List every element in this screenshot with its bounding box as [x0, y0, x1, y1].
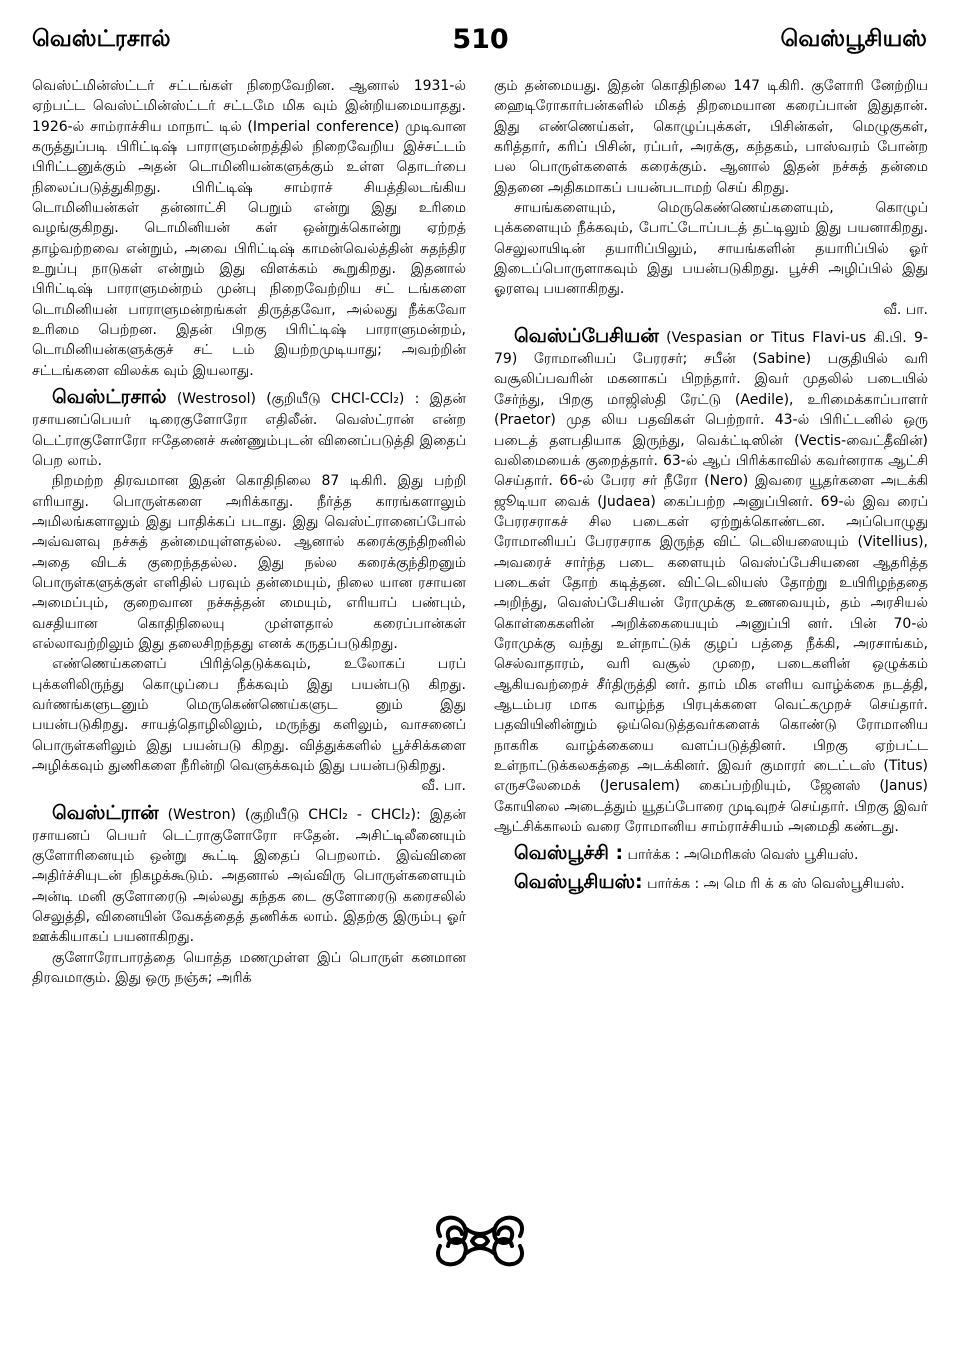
left-column: [32, 76, 466, 988]
entry-vespuchi: [494, 841, 928, 866]
westron-uses-text: சாயங்களையும், மெருகெண்ணெய்களையும், கொழுப் புக்களையும் நீக்கவும், போட்டோப்படத் தட்டிலும் இது பயனாகிறது. செலுலாயிடின் தயாரிப்பிலும், சாயங்களின் தயாரிப்பில் ஓர் இடைப்பொருளாகவும் இது பயன்படுகிறது. பூச்சி அழிப்பில் இது ஓரளவு பயனாகிறது.: [494, 200, 928, 298]
headword-westrosol: வெஸ்ட்ரசால்: [52, 386, 167, 409]
westrosol-uses: [32, 654, 466, 796]
westrosol-properties: நிறமற்ற திரவமான இதன் கொதிநிலை 87 டிகிரி. இது பற்றி எரியாது. பொருள்களை அரிக்காது. நீர்த்த காரங்களாலும் அமிலங்களாலும் இது பாதிக்கப் படாது. இது வெஸ்ட்ரானைப்போல் அவ்வளவு நச்சுத் தன்மையுள்ளதல்ல. ஆனால் கரைக்குந்திறனில் அதை விடக் குறைந்ததல்ல. இது நல்ல கரைக்குந்திறனும் பொருள்களுக்குள் எளிதில் பரவும் தன்மையும், நிலை யான ரசாயன அமைப்பும், குறைவான நச்சுத்தன் மையும், எரியாப் பண்பும், வசதியான கொதிநிலையு முள்ளதால் கரைப்பான்கள் எல்லாவற்றிலும் இது தலைசிறந்தது எனக் கருதப்படுகிறது.: [32, 473, 466, 652]
entry-westrosol: [32, 385, 466, 471]
cross-reference: பார்க்க : அமெரிகஸ் வெஸ் பூசியஸ்.: [623, 847, 859, 864]
running-head-left: வெஸ்ட்ரசால்: [32, 26, 171, 52]
westron-uses: [494, 198, 928, 320]
westrosol-uses-text: எண்ணெய்களைப் பிரித்தெடுக்கவும், உலோகப் பரப் புக்களிலிருந்து கொழுப்பை நீக்கவும் இது பயன்படு கிறது. வர்ணங்களுடனும் மெருகெண்ணெய்களுட னும் இது பயன்படுகிறது. சாயத்தொழிலிலும், மருந்து களிலும், வாசனைப் பொருள்களிலும் இது பயன்படு கிறது. வித்துக்களில் பூச்சிக்களை அழிக்கவும் துணிகளை நீரின்றி வெளுக்கவும் இது பயன்படுகிறது.: [32, 656, 466, 774]
entry-westron: [32, 801, 466, 948]
author-initials: வீ. பா.: [421, 778, 466, 795]
headword-vespucius: வெஸ்பூசியஸ்:: [514, 871, 643, 894]
westron-definition: (Westron) (குறியீடு CHCl₂ - CHCl₂): இதன் ரசாயனப் பெயர் டெட்ராகுளோரோ ஈதேன். அசிட்டிலீனையும் குளோரினையும் ஒன்று கூட்டி இதைப் பெறலாம். இவ்வினை அதிர்ச்சியுடன் நிகழக்கூடும். அதனால் அவ்விரு பொருள்களையும் அன்டி மனி குளோரைடு அல்லது கந்தக டை குளோரைடு கரைசலில் செலுத்தி, வினையின் வேகத்தைத் தணிக்க லாம். இதற்கு இரும்பு ஓர் ஊக்கியாகப் பயனாகிறது.: [32, 806, 466, 946]
headword-vespasian: வெஸ்ப்பேசியன்: [514, 325, 659, 348]
headword-vespuchi: வெஸ்பூச்சி :: [514, 842, 624, 865]
entry-vespasian: [494, 324, 928, 837]
westminster-continuation: வெஸ்ட்மின்ஸ்ட்டர் சட்டங்கள் நிறைவேறின. ஆனால் 1931-ல் ஏற்பட்ட வெஸ்ட்மின்ஸ்ட்டர் சட்டமே மிக வும் இன்றியமையாதது. 1926-ல் சாம்ராச்சிய மாநாட் டில் (Imperial conference) முடிவான கருத்துப்படி பிரிட்டிஷ் பாராளுமன்றத்தில் நிறைவேறிய இச்சட்டம் பிரிட்டனுக்கும் அதன் டொமினியன்களுக்கும் உள்ள தொடர்பை நிலைப்படுத்துகிறது. பிரிட்டிஷ் சாம்ராச் சியத்திலடங்கிய டொமினியன்கள் தன்னாட்சி பெறும் என்று இது உரிமை வழங்குகிறது. டொமினியன் கள் ஒன்றுக்கொன்று ஏற்றத் தாழ்வற்றவை என்றும், அவை பிரிட்டிஷ் காமன்வெல்த்தின் சுதந்திர உறுப்பு நாடுகள் என்றும் இது விளக்கம் கூறுகிறது. இதனால் பிரிட்டிஷ் பாராளுமன்றம் முன்பு நிறைவேற்றிய சட் டங்களை டொமினியன் பாராளுமன்றங்கள் திருத்தவோ, அல்லது நீக்கவோ உரிமை பெற்றன. இதன் பிறகு பிரிட்டிஷ் பாராளுமன்றம், டொமினியன்களுக்குச் சட் டம் இயற்றமுடியாது; அவற்றின் சட்டங்களை விலக்க வும் இயலாது.: [32, 78, 466, 379]
cross-reference: பார்க்க : அ மெ ரி க் க ஸ் வெஸ்பூசியஸ்.: [642, 876, 905, 893]
westron-properties: குளோரோபாரத்தை யொத்த மணமுள்ள இப் பொருள் கனமான திரவமாகும். இது ஒரு நஞ்சு; அரிக்: [32, 949, 466, 987]
entry-vespucius: [494, 870, 928, 895]
headword-westron: வெஸ்ட்ரான்: [52, 801, 159, 824]
westron-properties-continued: கும் தன்மையது. இதன் கொதிநிலை 147 டிகிரி. குளோரி னேற்றிய ஹைடிரோகார்பன்களில் மிகத் திறமையான கரைப்பான் இதுதான். இது எண்ணெய்கள், கொழுப்புக்கள், பிசின்கள், மெழுகுகள், கரித்தார், கரிப் பிசின், ரப்பர், அரக்கு, கந்தகம், பாஸ்வரம் போன்ற பல பொருள்களைக் கரைக்கும். ஆனால் இதன் நச்சுத் தன்மை இதனை அதிகமாகப் பயன்படாமற் செய் கிறது.: [494, 78, 928, 196]
page-number: 510: [452, 24, 509, 55]
author-initials: வீ. பா.: [883, 301, 928, 318]
right-column: [494, 76, 928, 895]
westrosol-definition: (Westrosol) (குறியீடு CHCl-CCl₂) : இதன் ரசாயனப்பெயர் டிரைகுளோரோ எதிலீன். வெஸ்ட்ரான் என்ற டெட்ராகுளோரோ ஈதேனைச் சுண்ணும்புடன் வினைப்படுத்தி இதைப் பெற லாம்.: [32, 391, 466, 469]
running-head-right: வெஸ்பூசியஸ்: [780, 26, 927, 52]
vespasian-biography: (Vespasian or Titus Flavi-us கி.பி. 9-79) ரோமானியப் பேரரசர்; சபீன் (Sabine) பகுதியில் வரி வசூலிப்பவரின் மகனாகப் பிறந்தார். இவர் முதலில் படையில் சேர்ந்து, பிறகு மாஜிஸ்தி ரேட்டு (Aedile), உரிமைக்காப்பாளர் (Praetor) முத லிய பதவிகள் பெற்றார். 43-ல் பிரிட்டனில் ஒரு படைத் தளபதியாக இருந்து, வெக்ட்டிஸின் (Vectis-வைட்தீவின்) வலிமையைக் குறைத்தார். 63-ல் ஆப் பிரிக்காவில் கவர்னராக ஆட்சி செய்தார். 66-ல் பேரர சர் நீரோ (Nero) இவரை யூதர்களை அடக்கி ஜூடியா வைக் (Judaea) கைப்பற்ற அனுப்பினர். 69-ல் இவ ரைப் பேரரசராகச் சில படைகள் ஏற்றுக்கொண்டன. அப்பொழுது ரோமானியப் பேரரசராக இருந்த விட் டெலியஸையும் (Vitellius), அவரைச் சார்ந்த படை களையும் வெஸ்ப்பேசியனை ஆதரித்த படைகள் தோற் கடித்தன. விட்டெலியஸ் தோற்று உயிரிழந்ததை அறிந்து, வெஸ்ப்பேசியன் ரோமுக்கு உணவையும், தம் அரசியல் கொள்கைகளின் அறிக்கையையும் அனுப்பி னர். பின் 70-ல் ரோமுக்கு வந்து உள்நாட்டுக் குழப் பத்தை நீக்கி, அரசாங்கம், செல்வாதாரம், வரி வசூல் முறை, படைகளின் ஒழுக்கம் ஆகியவற்றைச் சீர்திருத்தி னர். தாம் மிக எளிய வாழ்க்கை நடத்தி, ஆடம்பர மாக வாழ்ந்த பிரபுக்களை வெட்கமுறச் செய்தார். பதவியினின்றும் ஒய்வெடுத்தவர்களைக் கொண்டு ரோமானிய நாகரிக வாழ்க்கையை வளப்படுத்தினர். பிறகு ஏற்பட்ட உள்நாட்டுக்கலகத்தை அடக்கினர். இவர் குமாரர் டைட்டஸ் (Titus) எருசலேமைக் (Jerusalem) கைப்பற்றியும், ஜேனஸ் (Janus) கோயிலை அடைத்தும் யூதப்போரை முடிவுறச் செய்தார். பிறகு இவர் ஆட்சிக்காலம் வரை ரோமானிய சாம்ராச்சியம் அமைதி கண்டது.: [494, 330, 928, 836]
end-ornament-icon: [420, 1206, 540, 1276]
